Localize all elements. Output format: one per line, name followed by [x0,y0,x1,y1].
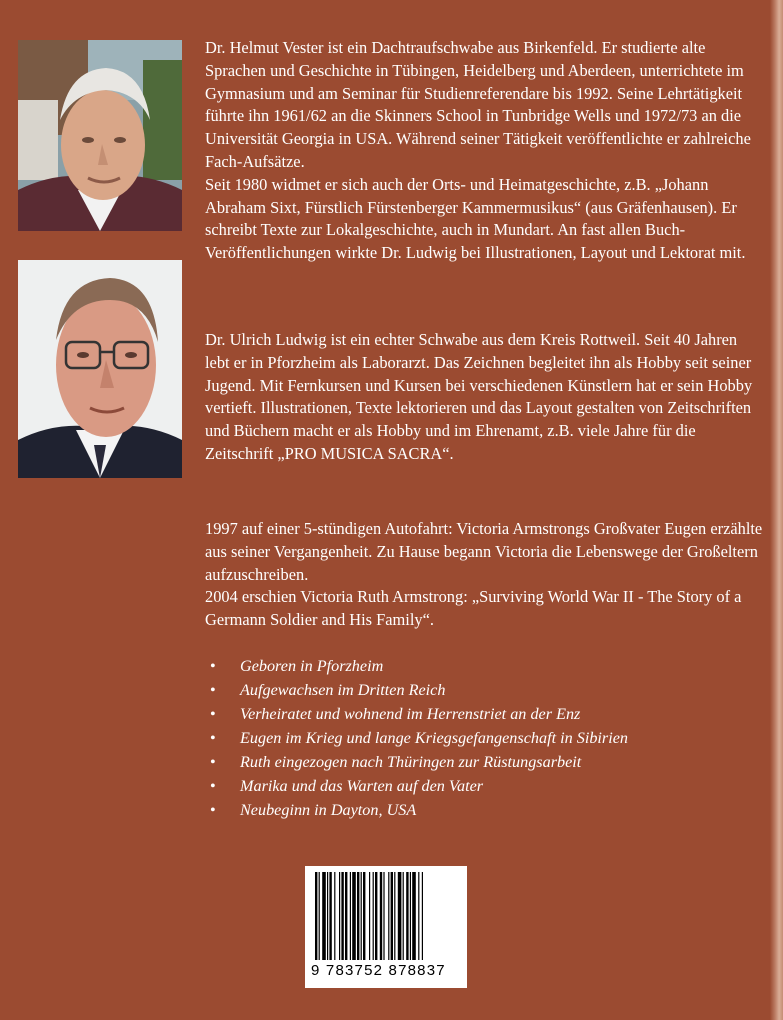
barcode-bar [380,872,382,960]
list-item: • Verheiratet und wohnend im Herrenstriet an der Enz [210,702,628,726]
barcode-bar [391,872,393,960]
list-item: • Neubeginn in Dayton, USA [210,798,628,822]
barcode-bars [315,872,457,960]
list-item: • Geboren in Pforzheim [210,654,628,678]
author-bio-ludwig [205,329,765,466]
barcode-bar [418,872,419,960]
author-photo-ludwig [18,260,182,478]
isbn-barcode [305,866,467,988]
book-story-intro [205,518,765,632]
bio-ludwig-paragraph: Dr. Ulrich Ludwig ist ein echter Schwabe aus dem Kreis Rottweil. Seit 40 Jahren lebt er in Pforzheim als Laborarzt. Das Zeichnen begleitet ihn als Hobby seit seiner Jugend. Mit Fernkursen und Kursen bei verschiedenen Künstlern hat er sein Hobby vertieft. Illustrationen, Texte lektorieren und das Layout gestalten von Zeitschriften und Büchern macht er als Hobby und im Ehrenamt, z.B. viele Jahre für die Zeitschrift „PRO MUSICA SACRA“. [205,330,753,463]
barcode-bar [315,872,317,960]
chapter-list [210,654,628,822]
barcode-bar [361,872,362,960]
barcode-bar [357,872,359,960]
barcode-bar [341,872,343,960]
barcode-bar [422,872,423,960]
list-item: • Marika und das Warten auf den Vater [210,774,628,798]
barcode-bar [412,872,416,960]
barcode-bar [363,872,365,960]
barcode-bar [394,872,395,960]
barcode-bar [388,872,389,960]
barcode-bar [383,872,384,960]
list-item: • Aufgewachsen im Dritten Reich [210,678,628,702]
story-paragraph-2: 2004 erschien Victoria Ruth Armstrong: „Surviving World War II - The Story of a Germann Soldier and His Family“. [205,587,742,630]
barcode-bar [334,872,335,960]
isbn-digits: 9 783752 878837 [311,962,446,979]
barcode-bar [350,872,351,960]
barcode-bar [327,872,328,960]
barcode-bar [398,872,402,960]
list-item: • Ruth eingezogen nach Thüringen zur Rüstungsarbeit [210,750,628,774]
barcode-bar [403,872,404,960]
spine-edge [770,0,783,1020]
barcode-bar [406,872,408,960]
barcode-bar [329,872,331,960]
story-paragraph-1: 1997 auf einer 5-stündigen Autofahrt: Victoria Armstrongs Großvater Eugen erzählte aus seiner Vergangenheit. Zu Hause begann Victoria die Lebenswege der Großeltern aufzuschreiben. [205,519,763,584]
barcode-bar [369,872,370,960]
portrait-image-ludwig [18,260,182,478]
author-photo-vester [18,40,182,231]
barcode-bar [373,872,374,960]
barcode-bar [319,872,320,960]
bio-vester-paragraph-2: Seit 1980 widmet er sich auch der Orts- und Heimatgeschichte, z.B. „Johann Abraham Sixt, Fürstlich Fürstenberger Kammermusikus“ (aus Gräfenhausen). Er schreibt Texte zur Lokalgeschichte, auch in Mundart. An fast allen Buch-Veröffentlichungen wirkte Dr. Ludwig bei Illustrationen, Layout und Lektorat mit. [205,174,746,263]
portrait-image-vester [18,40,182,231]
bio-vester-paragraph-1: Dr. Helmut Vester ist ein Dachtraufschwabe aus Birkenfeld. Er studierte alte Sprachen und Geschichte in Tübingen, Heidelberg und Aberdeen, unterrichtete im Gymnasium und am Seminar für Studienreferendare bis 1992. Seine Lehrtätigkeit führte ihn 1961/62 an die Skinners School in Tunbridge Wells und 1972/73 an die Universität Georgia in USA. Während seiner Tätigkeit veröffentlichte er zahlreiche Fach-Aufsätze. [205,38,751,171]
list-item: • Eugen im Krieg und lange Kriegsgefangenschaft in Sibirien [210,726,628,750]
barcode-bar [322,872,326,960]
barcode-bar [352,872,356,960]
barcode-bar [410,872,411,960]
barcode-bar [375,872,377,960]
barcode-bar [339,872,340,960]
author-bio-vester [205,37,765,265]
barcode-bar [345,872,347,960]
